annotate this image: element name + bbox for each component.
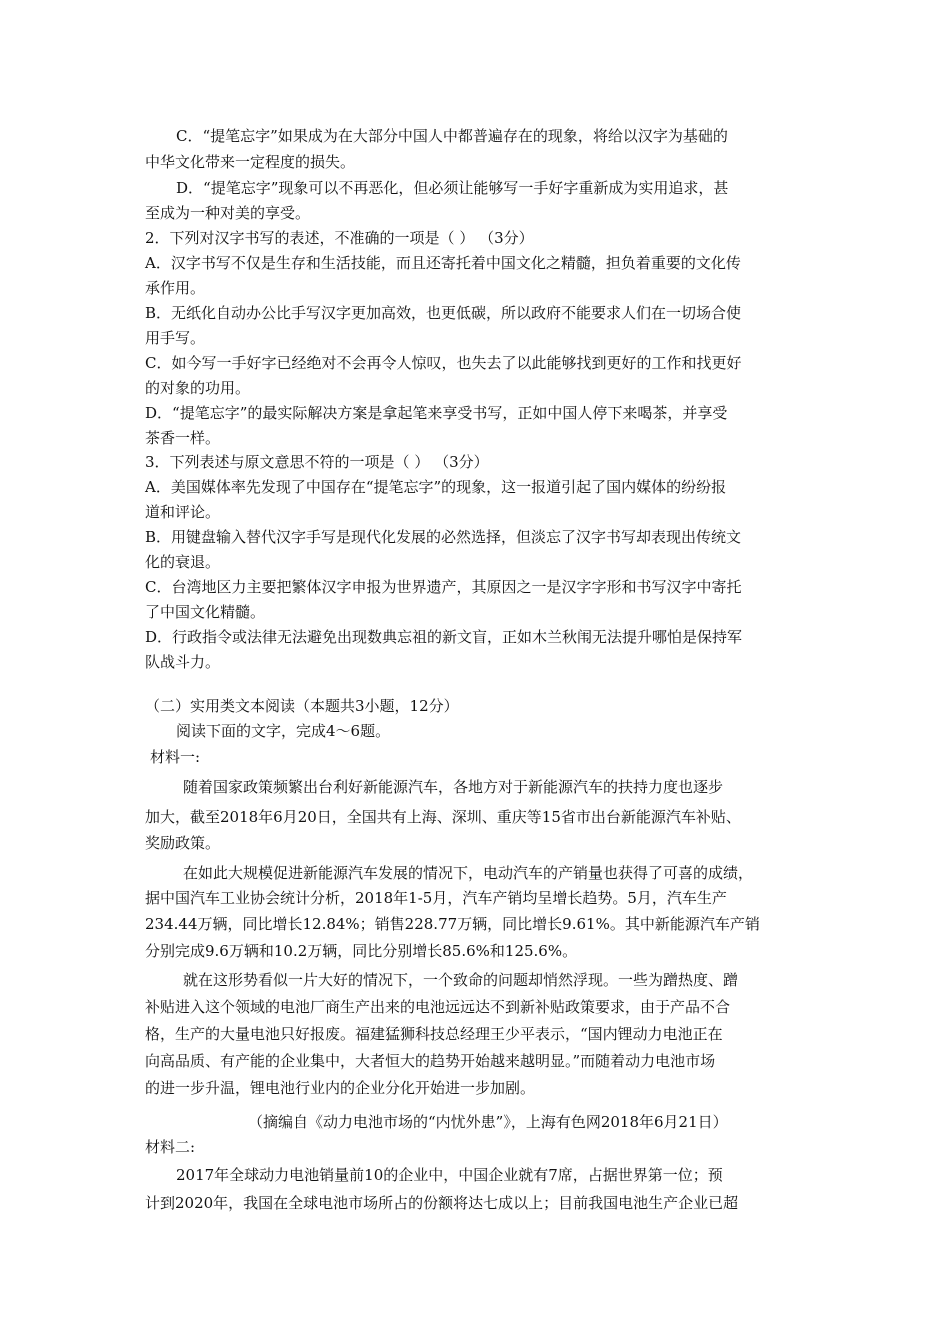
text-line: 加大，截至2018年6月20日，全国共有上海、深圳、重庆等15省市出台新能源汽车补贴、 [145, 808, 741, 826]
text-line: 承作用。 [145, 279, 206, 297]
text-line: 2．下列对汉字书写的表述，不准确的一项是（ ） （3分） [145, 229, 534, 247]
text-line: 分别完成9.6万辆和10.2万辆，同比分别增长85.6%和125.6%。 [145, 942, 578, 960]
text-line: 了中国文化精髓。 [145, 603, 266, 621]
text-line: 化的衰退。 [145, 553, 221, 571]
text-line: B．用键盘输入替代汉字手写是现代化发展的必然选择，但淡忘了汉字书写却表现出传统文 [145, 528, 742, 546]
text-line: 的对象的功用。 [145, 379, 251, 397]
material-label: 材料二: [145, 1138, 196, 1156]
text-line: 3．下列表述与原文意思不符的一项是（ ） （3分） [145, 453, 489, 471]
source-citation: （摘编自《动力电池市场的“内忧外患”》，上海有色网2018年6月21日） [248, 1113, 728, 1131]
text-line: 至成为一种对美的享受。 [145, 204, 311, 222]
text-line: 2017年全球动力电池销量前10的企业中，中国企业就有7席，占据世界第一位；预 [176, 1166, 723, 1184]
text-line: C．台湾地区力主要把繁体汉字申报为世界遗产，其原因之一是汉字字形和书写汉字中寄托 [145, 578, 742, 596]
text-line: 计到2020年，我国在全球电池市场所占的份额将达七成以上；目前我国电池生产企业已超 [145, 1194, 739, 1212]
text-line: 234.44万辆，同比增长12.84%；销售228.77万辆，同比增长9.61%。其中新能源汽车产销 [145, 915, 760, 933]
text-line: 队战斗力。 [145, 653, 221, 671]
text-line: 的进一步升温，锂电池行业内的企业分化开始进一步加剧。 [145, 1079, 536, 1097]
text-line: 道和评论。 [145, 503, 221, 521]
text-line: 中华文化带来一定程度的损失。 [145, 153, 356, 171]
text-line: 奖励政策。 [145, 834, 221, 852]
section-heading: （二）实用类文本阅读（本题共3小题，12分） [145, 697, 459, 715]
text-line: C．如今写一手好字已经绝对不会再令人惊叹，也失去了以此能够找到更好的工作和找更好 [145, 354, 742, 372]
text-line: B．无纸化自动办公比手写汉字更加高效，也更低碳，所以政府不能要求人们在一切场合使 [145, 304, 742, 322]
text-line: 格，生产的大量电池只好报废。福建猛狮科技总经理王少平表示，“国内锂动力电池正在 [145, 1025, 723, 1043]
text-line: 茶香一样。 [145, 429, 221, 447]
text-line: A．汉字书写不仅是生存和生活技能，而且还寄托着中国文化之精髓，担负着重要的文化传 [145, 254, 741, 272]
text-line: D．“提笔忘字”的最实际解决方案是拿起笔来享受书写，正如中国人停下来喝茶，并享受 [145, 404, 728, 422]
text-line: 就在这形势看似一片大好的情况下，一个致命的问题却悄然浮现。一些为蹭热度、蹭 [183, 971, 739, 989]
text-line: 用手写。 [145, 329, 206, 347]
text-line: A．美国媒体率先发现了中国存在“提笔忘字”的现象，这一报道引起了国内媒体的纷纷报 [145, 478, 727, 496]
text-line: 补贴进入这个领域的电池厂商生产出来的电池远远达不到新补贴政策要求，由于产品不合 [145, 998, 731, 1016]
text-line: C．“提笔忘字”如果成为在大部分中国人中都普遍存在的现象，将给以汉字为基础的 [176, 127, 728, 145]
instruction-text: 阅读下面的文字，完成4～6题。 [176, 722, 391, 740]
material-label: 材料一: [150, 748, 201, 766]
text-line: D．行政指令或法律无法避免出现数典忘祖的新文盲，正如木兰秋闱无法提升哪怕是保持军 [145, 628, 743, 646]
text-line: 据中国汽车工业协会统计分析，2018年1-5月，汽车产销均呈增长趋势。5月，汽车生产 [145, 889, 727, 907]
text-line: D．“提笔忘字”现象可以不再恶化，但必须让能够写一手好字重新成为实用追求，甚 [176, 179, 729, 197]
text-line: 随着国家政策频繁出台利好新能源汽车，各地方对于新能源汽车的扶持力度也逐步 [183, 778, 724, 796]
text-line: 向高品质、有产能的企业集中，大者恒大的趋势开始越来越明显。”而随着动力电池市场 [145, 1052, 716, 1070]
text-line: 在如此大规模促进新能源汽车发展的情况下，电动汽车的产销量也获得了可喜的成绩， [183, 864, 754, 882]
